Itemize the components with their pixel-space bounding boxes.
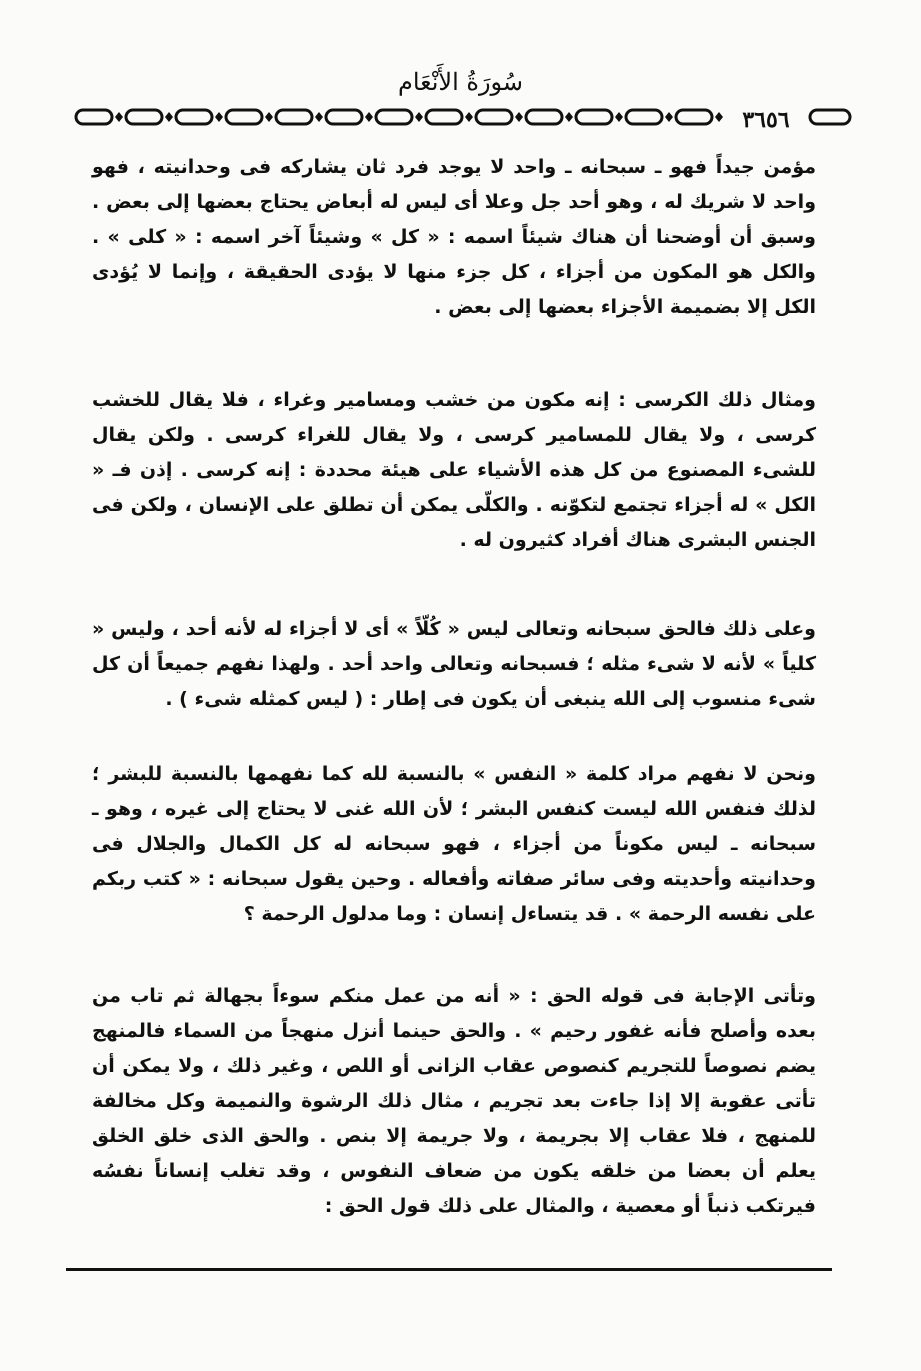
- surah-title: سُورَةُ الأَنْعَام: [397, 68, 524, 96]
- paragraph-1: مؤمن جيداً فهو ـ سبحانه ـ واحد لا يوجد فرد ثان يشاركه فى وحدانيته ، فهو واحد لا شريك له ، وهو أحد جل وعلا أى ليس له أبعاض يحتاج بعضها إلى بعض . وسبق أن أوضحنا أن هناك شيئاً اسمه : « كل » وشيئاً آخر اسمه : « كلى » . والكل هو المكون من أجزاء ، كل جزء منها لا يؤدى الحقيقة ، وإنما لا يُؤدى الكل إلا بضميمة الأجزاء بعضها إلى بعض .: [92, 156, 816, 318]
- paragraph-3: وعلى ذلك فالحق سبحانه وتعالى ليس « كُلّاً » أى لا أجزاء له لأنه أحد ، وليس « كلياً » لأنه لا شىء مثله ؛ فسبحانه وتعالى واحد أحد . ولهذا نفهم جميعاً أن كل شىء منسوب إلى الله ينبغى أن يكون فى إطار : ( ليس كمثله شىء ) .: [92, 618, 816, 710]
- paragraph-5: وتأتى الإجابة فى قوله الحق : « أنه من عمل منكم سوءاً بجهالة ثم تاب من بعده وأصلح فأنه غفور رحيم » . والحق حينما أنزل منهجاً من السماء فالمنهج يضم نصوصاً للتجريم كنصوص عقاب الزانى أو اللص ، وغير ذلك ، ولا يمكن أن تأتى عقوبة إلا إذا جاءت بعد تجريم ، مثال ذلك الرشوة والنميمة وكل مخالفة للمنهج ، فلا عقاب إلا بجريمة ، ولا جريمة إلا بنص . والحق الذى خلق الخلق يعلم أن بعضا من خلقه يكون من ضعاف النفوس ، وقد تغلب إنساناً نفسُه فيرتكب ذنباً أو معصية ، والمثال على ذلك قول الحق :: [92, 985, 816, 1217]
- paragraph-2: ومثال ذلك الكرسى : إنه مكون من خشب ومسامير وغراء ، فلا يقال للخشب كرسى ، ولا يقال للمسامير كرسى ، ولا يقال للغراء كرسى . ولكن يقال للشىء المصنوع من كل هذه الأشياء على هيئة محددة : إنه كرسى . إذن فـ « الكل » له أجزاء تجتمع لتكوّنه . والكلّى يمكن أن تطلق على الإنسان ، ولكن فى الجنس البشرى هناك أفراد كثيرون له .: [92, 389, 816, 551]
- page-number: ٣٦٥٦: [732, 107, 800, 133]
- footer-rule: [66, 1268, 832, 1271]
- paragraph-4: ونحن لا نفهم مراد كلمة « النفس » بالنسبة لله كما نفهمها بالنسبة للبشر ؛ لذلك فنفس الله ليست كنفس البشر ؛ لأن الله غنى لا يحتاج إلى غيره ، وهو ـ سبحانه ـ ليس مكوناً من أجزاء ، فهو سبحانه له كل الكمال والجلال فى وحدانيته وأحديته وفى سائر صفاته وأفعاله . وحين يقول سبحانه : « كتب ربكم على نفسه الرحمة » . قد يتساءل إنسان : وما مدلول الرحمة ؟: [92, 763, 816, 925]
